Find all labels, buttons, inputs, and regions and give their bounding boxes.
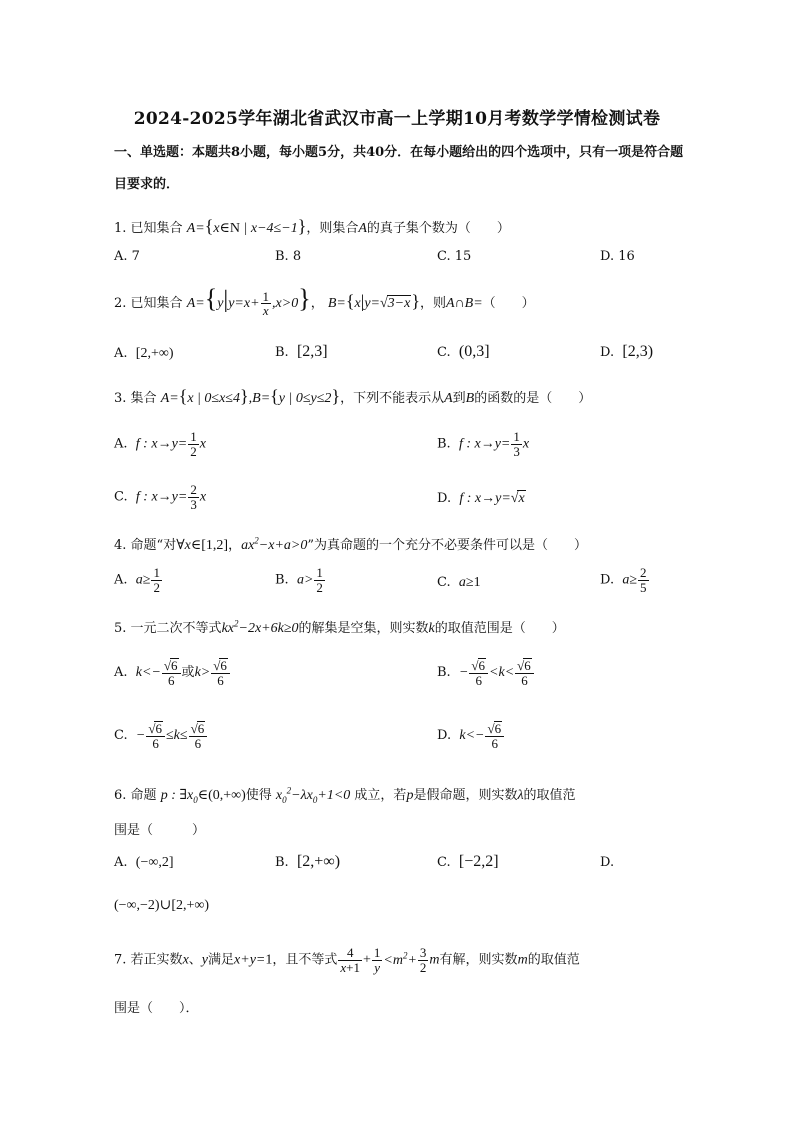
- option-a: A. k<− $\frac{√6}{6}$ 或k> $\frac{√6}{6}$: [114, 658, 231, 687]
- option-c: C. a≥1: [437, 575, 481, 590]
- option-b: B. 8: [275, 249, 302, 264]
- question-number: 1.: [114, 221, 131, 236]
- option-d: D. f : x→y=√x: [437, 491, 525, 506]
- question-2: 2. 已知集合 A={y|y=x+ $\frac{1}{x}$ ,x>0}， B={x|y=√3−x}，则A∩B=（ ）: [114, 284, 535, 319]
- option-c: C. [−2,2]: [437, 853, 499, 870]
- math-set-b: B={x|y=√3−x}: [327, 291, 420, 311]
- question-3: 3. 集合 A={x | 0≤x≤4},B={y | 0≤y≤2}，下列不能表示从A到B的函数的是（ ）: [114, 386, 592, 406]
- question-1: 1. 已知集合 A={x∈N | x−4≤−1}，则集合A的真子集个数为（ ）: [114, 216, 510, 236]
- option-a: A. (−∞,2]: [114, 855, 174, 870]
- question-4: 4. 命题“对∀x∈[1,2]，$ax^2-x+a>0$”为真命题的一个充分不必要条件可以是（ ）: [114, 535, 588, 553]
- math-sets: A={x | 0≤x≤4},B={y | 0≤y≤2}: [160, 386, 341, 406]
- option-c: C. (0,3]: [437, 343, 490, 360]
- document-title: 2024-2025学年湖北省武汉市高一上学期10月考数学学情检测试卷: [133, 109, 661, 129]
- option-a: A. 7: [114, 249, 140, 264]
- question-7-cont: 围是（ ）．: [114, 1001, 199, 1016]
- math-set-a: A={x∈N | x−4≤−1}: [186, 216, 307, 236]
- option-b: B. a> $\frac{1}{2}$: [275, 565, 323, 595]
- option-a: A. f : x→y= $\frac{1}{2}$ x: [114, 429, 206, 459]
- section-heading: 一、单选题：本题共8小题，每小题5分，共40分．在每小题给出的四个选项中，只有一项是符合题目要求的．: [114, 145, 684, 192]
- question-5: 5. 一元二次不等式$kx^2-2x+6k\ge 0$的解集是空集，则实数k的取值范围是（ ）: [114, 618, 565, 636]
- option-d-value: (−∞,−2)∪[2,+∞): [114, 898, 210, 913]
- option-a: A. [2,+∞): [114, 346, 174, 361]
- option-d: D. [2,3): [600, 343, 654, 360]
- option-b: B. − $\frac{√6}{6}$ <k< $\frac{√6}{6}$: [437, 658, 535, 687]
- math-set-a: A={y|y=x+ $\frac{1}{x}$ ,x>0}: [186, 284, 311, 319]
- option-c: C. f : x→y= $\frac{2}{3}$ x: [114, 482, 207, 512]
- option-b: B. [2,+∞): [275, 853, 341, 870]
- option-c: C. − $\frac{√6}{6}$ ≤k≤ $\frac{√6}{6}$: [114, 721, 208, 750]
- option-d: D. 16: [600, 249, 635, 264]
- option-d: D. a≥ $\frac{2}{5}$: [600, 565, 647, 595]
- option-c: C. 15: [437, 249, 472, 264]
- option-d: D.: [600, 855, 615, 870]
- question-6: 6. 命题 p : $\exists x_0\in(0,+\infty)$使得 $x_0^2-\lambda x_0+1<0$ 成立，若p是假命题，则实数λ的取值范: [114, 785, 576, 805]
- option-b: B. [2,3]: [275, 343, 328, 360]
- option-d: D. k<− $\frac{√6}{6}$: [437, 721, 505, 750]
- option-b: B. f : x→y= $\frac{1}{3}$ x: [437, 429, 530, 459]
- question-6-cont: 围是（ ）: [114, 823, 206, 838]
- option-a: A. a≥ $\frac{1}{2}$: [114, 565, 160, 595]
- question-7: 7. 若正实数x、y满足x+y=1，且不等式 $\frac{4}{x+1}$ + $\frac{1}{y}$ $<m^2+$ $\frac{3}{2}$ m有解，则实数m的取值范: [114, 945, 580, 975]
